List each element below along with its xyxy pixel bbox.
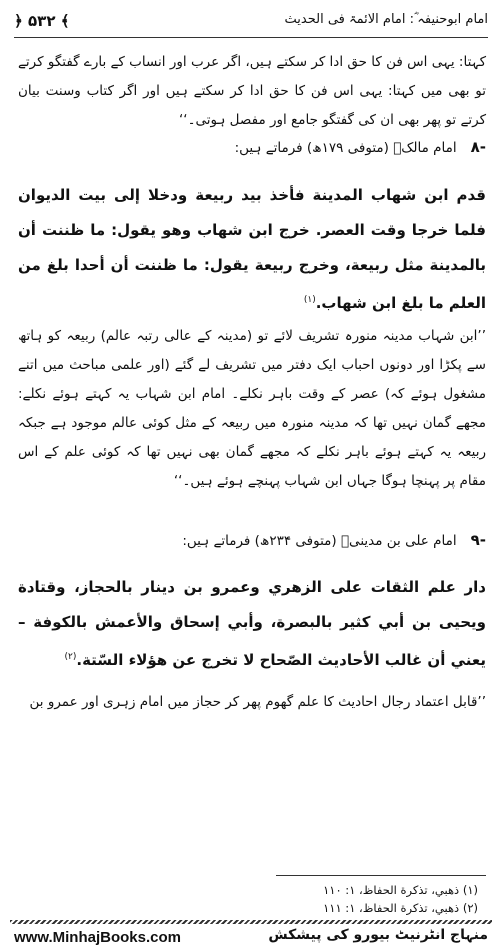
item-8-text: امام مالکؒ (متوفی ۱۷۹ھ) فرماتے ہیں: [234,140,457,156]
footnote-ref-1: (۱) [303,295,316,305]
footnote-2: (۲) ذهبي، تذكرة الحفاظ، ۱: ۱۱۱ [323,901,478,915]
item-8-heading [18,138,486,156]
page-number: ﴿ ۵۳۲ ﴾ [14,12,70,30]
item-8-number: -۸ [470,138,486,156]
footnote-1: (۱) ذهبي، تذكرة الحفاظ، ۱: ۱۱۰ [323,883,478,897]
footer-url[interactable]: www.MinhajBooks.com [14,929,181,946]
urdu-translation-2: ’’قابل اعتماد رجال احادیث کا علم گھوم پھر کر حجاز میں امام زہری اور عمرو بن [29,694,486,710]
footer-brand: منہاج انٹرنیٹ بیورو کی پیشکش [268,927,488,943]
urdu-translation-1: ’’ابن شہاب مدینہ منورہ تشریف لائے تو (مدینہ کے عالی رتبہ عالم) ربیعہ کو ہاتھ سے پکڑا اور دونوں احباب ایک دفتر میں تشریف لے گئے (اور علمی مباحث میں اتنے مشغول ہوئے کہ) عصر کے وقت باہر نکلے۔ امام ابن شہاب یہ کہتے ہوئے نکلے: مجھے گمان نہیں تھا کہ مدینہ منورہ میں ربیعہ کے مثل کوئی عالم موجود ہے جبکہ ربیعہ یہ کہتے ہوئے باہر نکلے کہ مجھے گمان بھی نہیں تھا کہ کوئی علم کے اس مقام پر پہنچا ہوگا جہاں ابن شہاب پہنچے ہوئے ہیں۔‘‘ [18,328,486,489]
item-9-heading [18,531,486,549]
arabic-quote-2-text: دار علم الثقات على الزهري وعمرو بن دينار بالحجاز، وقتادة ويحيى بن أبي كثير بالبصرة، وأبي إسحاق والأعمش بالكوفة – يعني أن غالب الأحاديث الصّحاح لا تخرج عن هؤلاء السّتة. [18,578,486,669]
arabic-quote-1-text: قدم ابن شهاب المدينة فأخذ بيد ربيعة ودخلا إلى بيت الديوان فلما خرجا وقت العصر. خرج ابن شهاب وهو يقول: ما ظننت أن بالمدينة مثل ربيعة، وخرج ربيعة يقول: ما ظننت أن أحدا بلغ من العلم ما بلغ ابن شهاب. [18,186,486,312]
item-9-number: -۹ [470,531,486,549]
running-title: امام ابوحنیفہ ؓ: امام الائمۃ فی الحدیث [284,12,488,27]
arabic-quote-2 [18,570,486,678]
footer-divider [10,920,492,924]
page-header [14,10,488,38]
footnote-ref-2: (۲) [64,652,77,662]
item-9-text: امام علی بن مدینیؒ (متوفی ۲۳۴ھ) فرماتے ہیں: [182,533,457,549]
footnote-divider [276,875,486,876]
urdu-paragraph-1: کہتا: یہی اس فن کا حق ادا کر سکتے ہیں، اگر عرب اور انساب کے بارے گفتگو کرتے تو بھی میں کہتا: یہی اس فن کا حق ادا کر سکتے ہیں اور اگر کتاب وسنت بیان کرتے تو پھر بھی ان کی گفتگو جامع اور مفصل ہوتی۔‘‘ [18,54,486,128]
header-divider [14,37,488,38]
arabic-quote-1 [18,178,486,321]
